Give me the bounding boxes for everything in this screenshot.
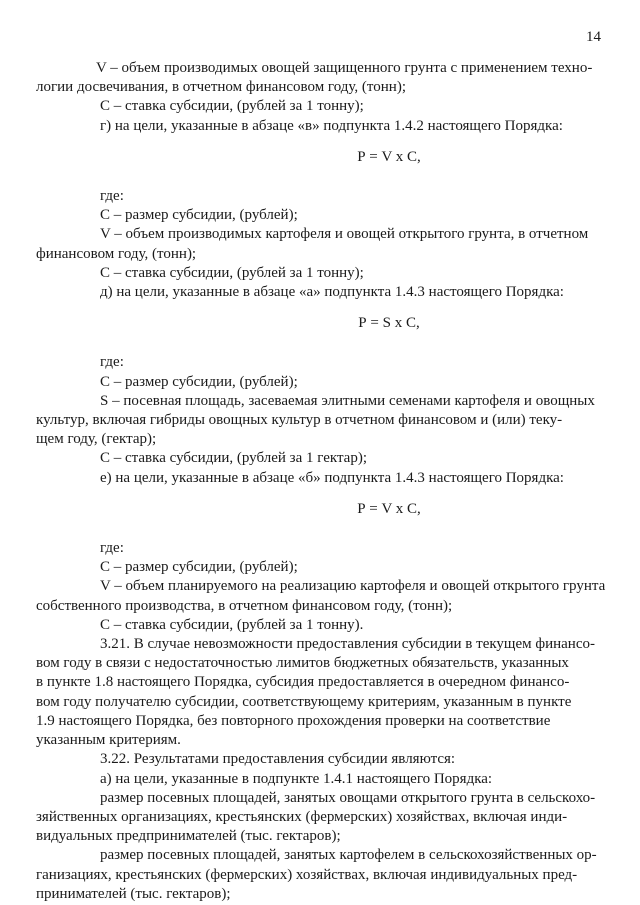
text-line: е) на цели, указанные в абзаце «б» подпункта 1.4.3 настоящего Порядка: <box>100 469 564 486</box>
text-line: ганизациях, крестьянских (фермерских) хозяйствах, включая индивидуальных пред- <box>36 866 578 883</box>
text-line: культур, включая гибриды овощных культур в отчетном финансовом и (или) теку- <box>36 412 563 429</box>
text-line: V – объем производимых картофеля и овощей открытого грунта, в отчетном <box>100 226 589 243</box>
formula: Р = V х С, <box>357 148 421 165</box>
formula: Р = V х С, <box>357 500 421 517</box>
text-line: щем году, (гектар); <box>36 431 157 448</box>
text-line: где: <box>100 540 124 557</box>
text-line: зяйственных организациях, крестьянских (фермерских) хозяйствах, включая инди- <box>36 808 568 825</box>
text-line: размер посевных площадей, занятых картофелем в сельскохозяйственных ор- <box>100 847 597 864</box>
text-line: V – объем производимых овощей защищенного грунта с применением техно- <box>96 60 593 76</box>
text-line: С – размер субсидии, (рублей); <box>100 559 298 576</box>
paragraph <box>36 789 608 847</box>
text-line: вом году в связи с недостаточностью лимитов бюджетных обязательств, указанных <box>36 655 569 672</box>
text-line: размер посевных площадей, занятых овощами открытого грунта в сельскохо- <box>100 789 596 806</box>
text-line: С – размер субсидии, (рублей); <box>100 373 298 390</box>
text-line: V – объем планируемого на реализацию картофеля и овощей открытого грунта <box>100 578 606 595</box>
text-line: финансовом году, (тонн); <box>36 245 197 262</box>
text-line: С – ставка субсидии, (рублей за 1 гектар); <box>100 450 367 467</box>
text-line: С – ставка субсидии, (рублей за 1 тонну); <box>100 264 364 281</box>
text-line: указанным критериям. <box>36 732 181 749</box>
text-line: где: <box>100 188 124 205</box>
text-line: С – размер субсидии, (рублей); <box>100 207 298 224</box>
text-line: где: <box>100 354 124 371</box>
text-line: собственного производства, в отчетном финансовом году, (тонн); <box>36 597 453 614</box>
paragraph <box>36 846 608 904</box>
text-line: логии досвечивания, в отчетном финансовом году, (тонн); <box>36 79 406 96</box>
text-line: 1.9 настоящего Порядка, без повторного прохождения проверки на соответствие <box>36 712 551 729</box>
text-line: г) на цели, указанные в абзаце «в» подпункта 1.4.2 настоящего Порядка: <box>100 117 563 134</box>
text-line: в пункте 1.8 настоящего Порядка, субсидия предоставляется в очередном финансо- <box>36 674 570 691</box>
document-body <box>36 59 608 904</box>
text-line: видуальных предпринимателей (тыс. гектаров); <box>36 828 341 845</box>
paragraph <box>36 392 608 450</box>
text-line: 3.22. Результатами предоставления субсидии являются: <box>100 751 456 768</box>
text-line: С – ставка субсидии, (рублей за 1 тонну); <box>100 98 364 115</box>
text-line: С – ставка субсидии, (рублей за 1 тонну). <box>100 616 364 633</box>
text-line: вом году получателю субсидии, соответствующему критериям, указанным в пункте <box>36 693 572 710</box>
formula: Р = S х С, <box>358 315 420 332</box>
text-line: 3.21. В случае невозможности предоставления субсидии в текущем финансо- <box>100 636 595 653</box>
text-line: S – посевная площадь, засеваемая элитными семенами картофеля и овощных <box>100 392 595 409</box>
paragraph <box>36 635 608 750</box>
text-line: принимателей (тыс. гектаров); <box>36 885 231 902</box>
page-number: 14 <box>586 29 601 45</box>
text-line: д) на цели, указанные в абзаце «а» подпункта 1.4.3 настоящего Порядка: <box>100 284 564 301</box>
paragraph <box>36 225 608 263</box>
paragraph <box>36 577 608 615</box>
text-line: а) на цели, указанные в подпункте 1.4.1 настоящего Порядка: <box>100 770 493 787</box>
paragraph <box>36 59 608 97</box>
